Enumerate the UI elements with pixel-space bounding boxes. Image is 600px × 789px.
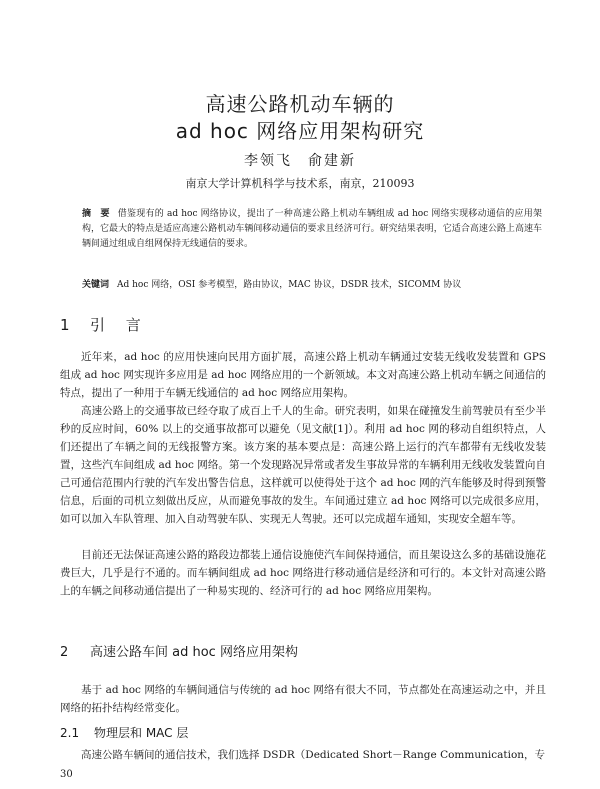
page-number: 30 bbox=[60, 769, 73, 780]
section-2-title: 高速公路车间 ad hoc 网络应用架构 bbox=[90, 645, 298, 660]
section-2-number: 2 bbox=[60, 645, 69, 660]
paragraph-3: 目前还无法保证高速公路的路段边都装上通信设施使汽车间保持通信，而且架设这么多的基础设施花费巨大，几乎是行不通的。而车辆间组成 ad hoc 网络进行移动通信是经济和可行的。本文针对高速公路上的车辆之间移动通信提出了一种易实现的、经济可行的 ad hoc 网络应用架构。 bbox=[60, 549, 546, 597]
section-1-number: 1 bbox=[60, 316, 78, 334]
section-1-heading bbox=[60, 314, 149, 335]
paragraph-5: 高速公路车辆间的通信技术，我们选择 DSDR（Dedicated Short－Range Communication，专 bbox=[81, 749, 546, 761]
subsection-2-1-heading bbox=[60, 724, 188, 741]
section-1-title: 引 言 bbox=[90, 316, 149, 334]
abstract-label: 摘 要 bbox=[82, 209, 110, 219]
paragraph-2: 高速公路上的交通事故已经夺取了成百上千人的生命。研究表明，如果在碰撞发生前驾驶员有至少半秒的反应时间，60% 以上的交通事故都可以避免（见文献[1]）。利用 ad hoc 网的移动自组织特点，人们还提出了车辆之间的无线报警方案。该方案的基本要点是：高速公路上运行的汽车都带有无线收发装置，这些汽车间组成 ad hoc 网络。第一个发现路况异常或者发生事故异常的车辆利用无线收发装置向自己可通信范围内行驶的汽车发出警告信息，这样就可以使得处于这个 ad hoc 网的汽车能够及时得到预警信息，后面的司机立刻做出反应，从而避免事故的发生。车间通过建立 ad hoc 网络可以完成很多应用，如可以加入车队管理、加入自动驾驶车队、实现无人驾驶。还可以完成超车通知，实现安全超车等。 bbox=[60, 405, 546, 525]
paper-title-line2: ad hoc 网络应用架构研究 bbox=[175, 119, 425, 143]
affiliation: 南京大学计算机科学与技术系，南京，210093 bbox=[185, 177, 415, 190]
abstract bbox=[82, 207, 542, 252]
abstract-text: 借鉴现有的 ad hoc 网络协议，提出了一种高速公路上机动车辆组成 ad hoc 网络实现移动通信的应用架构，它最大的特点是适应高速公路机动车辆间移动通信的要求且经济可行。研究结果表明，它适合高速公路上高速车辆间通过组成自组网保持无线通信的要求。 bbox=[82, 209, 542, 249]
section-2-heading bbox=[60, 641, 298, 660]
keywords bbox=[82, 278, 542, 293]
keywords-text: Ad hoc 网络，OSI 参考模型，路由协议，MAC 协议，DSDR 技术，SICOMM 协议 bbox=[117, 280, 462, 290]
paragraph-4: 基于 ad hoc 网络的车辆间通信与传统的 ad hoc 网络有很大不同，节点都处在高速运动之中，并且网络的拓扑结构经常变化。 bbox=[60, 684, 546, 714]
authors: 李领飞 俞建新 bbox=[244, 153, 356, 169]
keywords-label: 关键词 bbox=[82, 280, 110, 290]
paragraph-1: 近年来，ad hoc 的应用快速向民用方面扩展，高速公路上机动车辆通过安装无线收发装置和 GPS 组成 ad hoc 网实现许多应用是 ad hoc 网络应用的一个新领域。本文对高速公路上机动车辆之间通信的特点，提出了一种用于车辆无线通信的 ad hoc 网络应用架构。 bbox=[60, 351, 546, 399]
subsection-2-1-number: 2.1 bbox=[60, 726, 80, 740]
subsection-2-1-title: 物理层和 MAC 层 bbox=[94, 726, 189, 740]
paper-title-line1: 高速公路机动车辆的 bbox=[205, 92, 395, 116]
